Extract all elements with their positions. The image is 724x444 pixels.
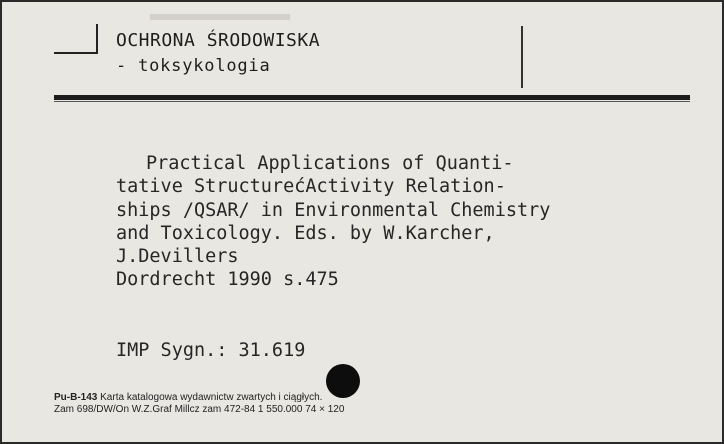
corner-bracket-vertical xyxy=(96,24,98,54)
header-divider xyxy=(521,26,523,88)
form-code: Pu-B-143 xyxy=(54,392,98,403)
entry-line: Dordrecht 1990 s.475 xyxy=(116,269,339,291)
entry-line: J.Devillers xyxy=(116,246,239,268)
subject-heading: OCHRONA ŚRODOWISKA xyxy=(116,30,321,51)
call-number: IMP Sygn.: 31.619 xyxy=(116,340,306,361)
bibliographic-entry xyxy=(116,152,706,292)
print-order: Zam 698/DW/On W.Z.Graf Millcz zam 472-84 1 550.000 74 × 120 xyxy=(54,404,345,415)
header-rule xyxy=(54,95,690,100)
header-rule-thin xyxy=(54,101,690,102)
form-description: Karta katalogowa wydawnictw zwartych i ciągłych. xyxy=(100,392,323,403)
subject-subheading: - toksykologia xyxy=(116,56,271,76)
printer-footer xyxy=(54,392,344,416)
entry-line: tative StructurećActivity Relation- xyxy=(116,176,506,198)
smudge-mark xyxy=(150,14,290,20)
entry-line: ships /QSAR/ in Environmental Chemistry xyxy=(116,199,551,221)
catalog-card xyxy=(2,2,722,442)
entry-line: Practical Applications of Quanti- xyxy=(146,153,514,174)
corner-bracket-horizontal xyxy=(54,52,98,54)
entry-line: and Toxicology. Eds. by W.Karcher, xyxy=(116,222,495,244)
